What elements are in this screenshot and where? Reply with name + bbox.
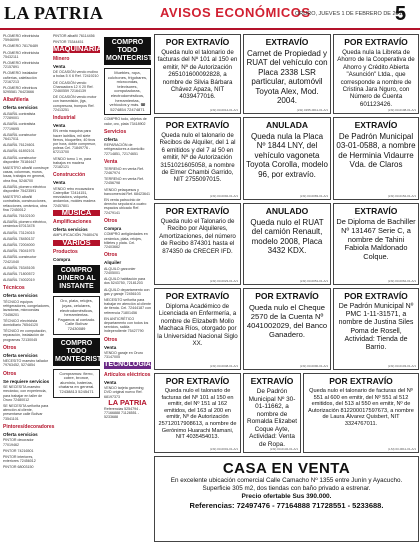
classified-item: TERRENO en venta Ref. 72467974 bbox=[104, 166, 144, 176]
page-number: 5 bbox=[395, 3, 407, 25]
ad-heading: CASA EN VENTA bbox=[222, 460, 351, 477]
subcategory-heading: Oferta servicios bbox=[53, 226, 88, 232]
ad-text: Queda nulo el talonario de Recibos de Alquiler, del 1 al 6 emitidos y del 7 al 50 en emitir, Nº de Autorización 3151021605058, a nombre de Elmer Chambi Garrido, NIT 2755097015. bbox=[159, 132, 236, 184]
ad-code: (LSI) 03-0090-01-A/1 bbox=[299, 364, 328, 368]
ad-heading: EXTRAVÍO bbox=[250, 376, 294, 386]
page-header bbox=[0, 0, 420, 30]
classified-item: EN venta patrocinio de derecho sepulcral a cuatro espacios ubicado Ref. 72479141 bbox=[104, 198, 147, 215]
ad-text: Queda nulo el RUAT del camión Renault, modelo 2008, Placa 3432 KDX. bbox=[250, 218, 324, 256]
subcategory-heading: Oferta servicios bbox=[3, 293, 38, 299]
classified-item: PLOMERO eléctricos 5295581 76423666 bbox=[3, 86, 38, 95]
ad-text: De Diploma de Bachiller Nº 131467 Serie C, a nombre de Tahini Fabiola Maldonado Colque. bbox=[336, 217, 416, 262]
ad-code: (LSI) 03-0014-01-A/1 bbox=[209, 108, 238, 112]
classified-item: DE OCASIÓN vendo motor con transmisión, jigs, compresora, trompos Ref. 72413251 bbox=[53, 95, 97, 112]
ad-price: Precio ofertable Sus 390.000. bbox=[241, 493, 332, 500]
classified-item: ALBAÑIL contratista 77289001 bbox=[3, 111, 36, 121]
category-heading: Otros bbox=[3, 370, 17, 377]
classified-item: ALBAÑIL 76102100 bbox=[3, 214, 35, 218]
classified-item: SE NECESITA maestro mecánico, con experiencia, para trabajar en taller de Oruro 72480012 bbox=[3, 385, 47, 402]
ad-text: Queda nulo el Talonario de Recibo por Alquileres, Amortizaciones, del número de Recibo 874301 hasta el 874350 de CRECER IFD. bbox=[159, 218, 236, 255]
ad-heading: EXTRAVÍO bbox=[354, 120, 398, 130]
classified-item: ALBAÑIL constructor 76417011 bbox=[3, 132, 37, 141]
classified-item: ALBAÑIL plomero eléctrico, cerámica 67013478 bbox=[3, 220, 48, 229]
classified-item: VENDO pelaquesos y bancomercial Ref. 68423641 bbox=[104, 187, 150, 196]
classified-item: NECESITO señorita para trabajar en atención al cliente de tienda. Cel. 72444187 con referencia 71801456 bbox=[104, 297, 151, 315]
classified-item: COMPRO antigüedades en cerámica, plata, relojes, billetes y plata. Cel. 72403662 bbox=[104, 232, 148, 249]
category-heading: Industrial bbox=[53, 114, 76, 121]
category-heading: Albañilería bbox=[3, 97, 29, 104]
subcategory-heading: Venta bbox=[53, 63, 66, 69]
subcategory-heading: Venta bbox=[104, 379, 117, 385]
classified-item: REPARACIÓN de refrigeradores a domicilio 72714851, 72174651 bbox=[104, 143, 145, 156]
ad-heading: POR EXTRAVÍO bbox=[165, 206, 230, 216]
section-title: AVISOS ECONÓMICOS bbox=[160, 5, 311, 20]
classified-column-1 bbox=[3, 34, 55, 542]
display-ad-text: Muebles, ropa, colchones, frigobares, microondas, televisores, computadoras, electrodomésticos, herramientas, vehículos y más. ☎ 5274854 72474871 bbox=[104, 68, 151, 115]
ad-text: De Padrón Municipal Nº PMC 1-11-31571, a nombre de Justina Siles Poma de Rosell, Actividad: Tienda de Barrio. bbox=[338, 303, 414, 352]
ad-code: (LSI) 03-0132-01-A/1 bbox=[269, 447, 298, 451]
ad-code: (LSI) 0155-0011-01-A/1 bbox=[296, 108, 328, 112]
classified-item: PLOMERO instalador cañerías, calefacción 72167213 bbox=[3, 71, 38, 84]
classified-column-3 bbox=[104, 34, 158, 542]
classified-item: VENDO torno 1 m, para trabajos en madera 72182121 bbox=[53, 156, 92, 170]
subcategory-heading: Alquiler bbox=[104, 260, 122, 266]
classified-item: MAESTRO albañil construye casas, columnas, muros, losas, trabajos en general, obra fina, 5246700 bbox=[3, 165, 49, 183]
ad-heading: POR EXTRAVÍO bbox=[329, 376, 393, 386]
ad-padron-ropa bbox=[243, 373, 301, 453]
ad-heading: POR EXTRAVÍO bbox=[165, 376, 230, 386]
category-heading: Construcción bbox=[53, 172, 86, 179]
ad-phones: Referencias: 72497476 - 77164888 71728551 - 5233688. bbox=[189, 501, 384, 510]
ad-code: (LSI) 03-0048-01-A/1 bbox=[209, 364, 238, 368]
display-ad-text: Oro, plata, relojes, joyas, celulares, electrodomésticos, herramientas. Pagamos al contado. Calle Bolívar 72430089 bbox=[53, 296, 100, 334]
subcategory-heading: Oferta bbox=[104, 136, 118, 142]
section-banner: TECNOLOGÍA bbox=[104, 361, 151, 369]
classified-item: TÉCNICO equipos refrigeradores, congeladores, lavadoras, microondas 73456201 bbox=[3, 299, 50, 317]
ad-text: Queda nulo el talonario de facturas del Nº 551 al 600 en emitir, del Nº 551 al 512 emitidos, del 513 al 550 en emitir, Nº de Autorización 812200017597673, a nombre de Laura Álvarez Quisbert, NIT 3324767011. bbox=[308, 388, 414, 427]
ad-placa-anulada bbox=[243, 117, 331, 200]
category-heading: Venta bbox=[104, 158, 118, 165]
ad-code: (LSI) 03-0011-01-A/1 bbox=[388, 447, 416, 451]
ad-text: Queda nula la Placa Nº 1844 LNY, del vehículo vagoneta Toyota Corolla, modelo 96, por extravío. bbox=[246, 132, 328, 179]
dateline: ORURO, JUEVES 1 DE FEBRERO DE 2018 bbox=[295, 11, 405, 17]
classified-item: ALBAÑIL 71800572 bbox=[3, 272, 35, 277]
classified-item: VENDO retro excavadora Caterpillar 72414151, mezcladora, volqueta, andamios, moldes madera 72457801 bbox=[53, 186, 96, 208]
classified-item: PINTOR 74216501 bbox=[3, 448, 34, 453]
ad-ruat-anulado bbox=[243, 203, 331, 285]
classified-item: ALBAÑIL 78450137 bbox=[3, 236, 35, 241]
display-ad-heading: COMPRO TODO MONTECRISTO bbox=[104, 37, 151, 65]
category-heading: Minero bbox=[53, 55, 70, 62]
category-heading: Servicios bbox=[104, 128, 127, 135]
classified-item: COMPRO todo, objetos de valor, oro, plata 73418902 bbox=[104, 117, 147, 126]
subcategory-heading: Oferta servicios bbox=[3, 352, 38, 358]
classified-item: PINTOR albañil 76114456 bbox=[53, 34, 95, 38]
ad-text: Diploma Académico de Licenciada en Enfermería, a nombre de Elizabeth Mollo Machaca Ríos, otorgado por la Universidad Nacional Siglo XX. bbox=[157, 303, 238, 348]
ad-talonario-recibo bbox=[154, 203, 241, 285]
ad-code: (LSI) 03-0062-01-A/1 bbox=[387, 279, 416, 283]
ad-libreta-ahorro bbox=[333, 34, 419, 114]
subcategory-heading: Se requiere servicios bbox=[3, 378, 50, 384]
ad-text: En excelente ubicación comercial Calle Camacho Nº 1355 entre Junín y Ayacucho. Superficie 305 m2, dos tiendas con baño privado a estrenar. bbox=[170, 477, 403, 492]
classified-item: ALQUILO garzonier 72405001 bbox=[104, 266, 136, 275]
classified-item: EN ANTICRÉTICO departamento con todos los servicios, salida independiente 75427790 bbox=[104, 316, 149, 334]
classified-column-2 bbox=[53, 34, 107, 542]
ad-heading: POR EXTRAVÍO bbox=[344, 291, 408, 301]
ad-heading: POR EXTRAVÍO bbox=[165, 37, 230, 47]
ad-recibos-alquiler bbox=[154, 117, 241, 200]
classified-item: PLOMERO 78176489 bbox=[3, 44, 38, 49]
ad-heading: EXTRAVÍO bbox=[354, 206, 398, 216]
ad-code: (LSI) 03-0023-01-A/1 bbox=[209, 279, 238, 283]
ad-code: (LSI) 03-0108-01-A/1 bbox=[387, 108, 416, 112]
classified-item: TÉCNICO electricista domiciliario 76544120 bbox=[3, 318, 38, 327]
ad-cheque-extravio bbox=[243, 288, 331, 370]
ad-facturas-huarachi bbox=[154, 373, 241, 453]
classified-item: EN venta maquina para hacer ladrillos, mil siete fierros, bloqueflex, 40 tiros por hora, doble compresor, poleas Cel. 71849776 - 67213700 bbox=[53, 129, 96, 155]
ad-code: (LSI) 03-0083-01-A/1 bbox=[299, 194, 328, 198]
classified-item: PINTOR 75344451 bbox=[53, 40, 84, 45]
subcategory-heading: Compra bbox=[104, 225, 122, 231]
ad-heading: POR EXTRAVÍO bbox=[255, 291, 319, 301]
ad-heading: POR EXTRAVÍO bbox=[344, 37, 408, 47]
classified-item: TERRENO en venta Ref. 72456798 bbox=[104, 177, 144, 186]
category-heading: Pintores/decoradores bbox=[3, 423, 55, 430]
classified-item: PINTOR 68003150 bbox=[3, 465, 34, 470]
ad-heading: ANULADA bbox=[265, 120, 309, 130]
ad-text: De Padrón Municipal 03-01-0588, a nombre de Herminia Vidaurre Vda. de Claros bbox=[336, 132, 416, 170]
newspaper-logo: LA PATRIA bbox=[4, 3, 104, 23]
ad-text: Queda nulo el talonario de facturas del Nº 101 al 150 en emitir, del Nº 151 al 162 emitidos, del 163 al 200 en emitir, Nº de Autorización 25712017908613, a nombre de Gerónimo Huarachi Mamani, NIT 4035454013. bbox=[158, 388, 237, 441]
ad-carnet-propiedad bbox=[243, 34, 331, 114]
subcategory-heading: Compra bbox=[53, 256, 71, 262]
category-heading: Otros bbox=[104, 336, 118, 343]
category-heading: Otros bbox=[104, 217, 118, 224]
classified-item: ALBAÑIL 76345105 bbox=[3, 265, 35, 270]
ad-padron-municipal bbox=[333, 117, 419, 200]
category-heading: Artículos eléctricos bbox=[104, 371, 151, 378]
classified-item: PINTOR decorador 77019462 bbox=[3, 438, 34, 447]
classified-item: ALBAÑIL 76124601 bbox=[3, 143, 35, 148]
subcategory-heading: Venta bbox=[104, 344, 117, 350]
ad-facturas-alvarez bbox=[303, 373, 419, 453]
classified-item: DE OCASIÓN vendo molino a bolas 5 X 6 Ref. 72419210 bbox=[53, 70, 99, 79]
ad-factura-extravio bbox=[154, 34, 241, 114]
ad-code: (LSI) 03-0103-01-A/1 bbox=[387, 364, 416, 368]
classified-item: ALBAÑIL 74002019 bbox=[3, 278, 35, 283]
section-banner: VARIOS bbox=[53, 240, 100, 246]
classified-item: ALBAÑIL contratista 77719695 bbox=[3, 122, 36, 131]
newspaper-ad-logo: LA PATRIA bbox=[108, 397, 147, 407]
classified-item: ALBAÑIL constructor disponible 75184447 bbox=[3, 155, 37, 164]
ad-text: Queda nulo el talonario de facturas del Nº 101 al 150 en emitir, Nº de Autorización 265101600092828, a nombre de Silvia Bárbara Chávez Apaza, NIT 4039477016. bbox=[157, 49, 238, 101]
ad-padron-tienda bbox=[333, 288, 419, 370]
section-banner: MAQUINARIA bbox=[53, 44, 102, 54]
ad-code: (LSI) 03-0051-01-A/1 bbox=[299, 279, 328, 283]
ad-code: (LSI) 03-0152-01-A/1 bbox=[387, 194, 416, 198]
display-ad-heading: COMPRO TODO MONTECRISTO bbox=[53, 338, 100, 366]
ad-text: Queda nula la Libreta de Ahorro de la Cooperativa de Ahorro y Crédito Abierta "Asunción" Ltda., que corresponde a nombre de Cristina Jara Nguro, con Número de Cuenta 601123426. bbox=[337, 49, 415, 108]
subcategory-heading: Oferta servicios bbox=[3, 431, 38, 437]
category-heading: Amplificaciones bbox=[53, 218, 92, 225]
display-ad-heading: COMPRO DINERO AL INSTANTE bbox=[53, 265, 100, 293]
classified-item: ALQUILO departamento con gas y garaje 72456103 bbox=[104, 287, 150, 296]
classified-item: ALBAÑIL 61892101 bbox=[3, 149, 35, 154]
ad-heading: EXTRAVÍO bbox=[265, 37, 309, 47]
classified-item: Referencias 5254794 - 77166888 71128551 - 5233688 bbox=[104, 406, 141, 420]
classified-item: DE OCASIÓN vendo Chancadora 12 X 20 Ref. 72460559 72164139 bbox=[53, 80, 94, 93]
category-heading: Otros bbox=[104, 252, 118, 259]
classified-item: PINTOR interiores, exteriores 72456012 bbox=[3, 454, 36, 464]
ad-text: De Padrón Municipal Nº 30-01-11662, a nombre de Romalda Elizabet Coque Ayte, Actividad: Venta de Ropa. bbox=[246, 388, 298, 448]
category-heading: Otros bbox=[3, 344, 17, 351]
subcategory-heading: Venta bbox=[53, 180, 66, 186]
classified-item: PLOMERO eléctricista 75946099 bbox=[3, 34, 39, 43]
ad-text: Carnet de Propiedad y RUAT del vehículo con Placa 2338 LSR particular, automóvil Toyota Alex, Mod. 2004. bbox=[246, 49, 328, 106]
classified-item: NECESITO maestro tallador 79763452, 5274854 bbox=[3, 359, 49, 368]
classified-item: AMPLIFICACIÓN 79480476 bbox=[53, 233, 98, 238]
classified-item: PLOMERO eléctricista 72157891 bbox=[3, 61, 39, 70]
subcategory-heading: Venta bbox=[53, 122, 66, 128]
ad-casa-en-venta bbox=[154, 456, 419, 542]
ad-heading: POR EXTRAVÍO bbox=[165, 120, 230, 130]
classified-item: SE NECESITA señorita para atención al cliente, presentarse calle Bolívar 73541101 bbox=[3, 403, 49, 421]
classified-item: MAESTRO albañil contratista, construcciones, refacciones, cerámica, obra fina 72450012 bbox=[3, 195, 48, 212]
classified-item: VENDO garaje en Oruro 73147005 bbox=[104, 351, 143, 360]
classified-item: ALBAÑIL constructor 72421040 bbox=[3, 255, 37, 264]
classified-item: TÉCNICO en computación, reparación, instalación de programas 72130045 bbox=[3, 329, 47, 342]
category-heading: Productos bbox=[53, 248, 78, 255]
classified-item: ALBAÑIL plomero eléctrico disponible 75423591 bbox=[3, 184, 47, 193]
section-banner: MÚSICA bbox=[53, 210, 100, 216]
ad-code: (LSI) 03-0092-01-A/1 bbox=[209, 194, 238, 198]
category-heading: Técnicos bbox=[3, 285, 25, 292]
ad-code: (LSI) 03-0001-01-A/1 bbox=[209, 447, 238, 451]
classified-item: VENDO tarjeta gamming DVD original nuevo Ref. 68197373 bbox=[104, 386, 144, 399]
ad-heading: ANULADO bbox=[265, 206, 309, 216]
ad-heading: POR EXTRAVÍO bbox=[165, 291, 230, 301]
classified-item: ALQUILO habitación para dos 5243750, 72181203 bbox=[104, 277, 146, 286]
ad-diploma-bachiller bbox=[333, 203, 419, 285]
classified-item: PLOMERO eléctricista 75432111 bbox=[3, 50, 39, 59]
classified-item: ALBAÑIL 76041975 bbox=[3, 249, 35, 254]
classified-item: ALBAÑIL 72004000 bbox=[3, 243, 35, 248]
display-ad-text: Compramos: fierro, cobre, bronce, aluminio, baterías, chatarra en general. 72438813 5245471 bbox=[53, 369, 100, 398]
classified-item: ALBAÑIL 73124015 bbox=[3, 230, 35, 235]
ad-text: Queda nulo el Cheque 2570 de la Cuenta Nº 4041002029, del Banco Ganadero. bbox=[246, 303, 328, 339]
subcategory-heading: Oferta servicios bbox=[3, 105, 38, 111]
ad-diploma-academico bbox=[154, 288, 241, 370]
